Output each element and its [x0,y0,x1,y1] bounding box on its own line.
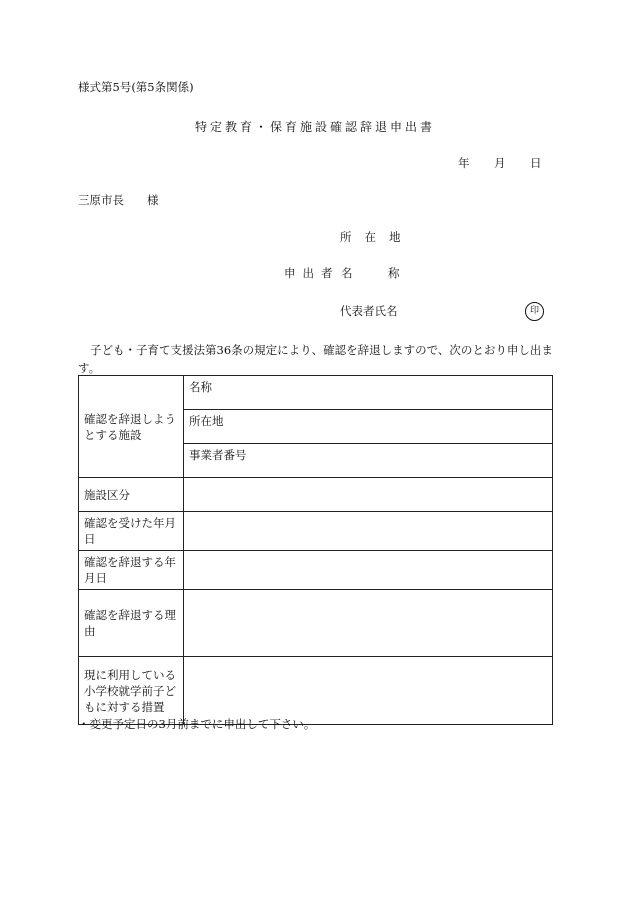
date-month-label: 月 [494,156,506,170]
measures-value[interactable] [184,657,553,725]
application-table [78,375,553,725]
page-title: 特定教育・保育施設確認辞退申出書 [194,120,435,134]
date-year-label: 年 [458,156,470,170]
form-number: 様式第5号(第5条関係) [78,80,194,94]
applicant-label: 申出者 [284,266,340,280]
confirmed-date-label: 確認を受けた年月日 [79,512,184,551]
withdrawal-reason-value[interactable] [184,590,553,657]
body-text: 子ども・子育て支援法第36条の規定により、確認を辞退しますので、次のとおり申し出ます。 [78,343,553,375]
seal-mark: 印 [525,302,544,321]
facility-type-value[interactable] [184,478,553,512]
addressee: 三原市長 様 [78,193,159,207]
withdrawal-date-label: 確認を辞退する年月日 [79,551,184,590]
measures-label: 現に利用している小学校就学前子どもに対する措置 [79,657,184,725]
facility-name-field[interactable]: 名称 [184,376,553,410]
date-day-label: 日 [530,156,542,170]
facility-label: 確認を辞退しようとする施設 [79,376,184,478]
business-number-field[interactable]: 事業者番号 [184,444,553,478]
name-label: 名 [341,266,360,280]
address-label: 所在地 [340,230,414,244]
representative-label: 代表者氏名 [340,304,398,318]
facility-type-label: 施設区分 [79,478,184,512]
confirmed-date-value[interactable] [184,512,553,551]
facility-address-field[interactable]: 所在地 [184,410,553,444]
withdrawal-reason-label: 確認を辞退する理由 [79,590,184,657]
name-label-2: 称 [388,266,400,280]
withdrawal-date-value[interactable] [184,551,553,590]
note-text: ・変更予定日の3月前までに申出して下さい。 [78,717,316,731]
